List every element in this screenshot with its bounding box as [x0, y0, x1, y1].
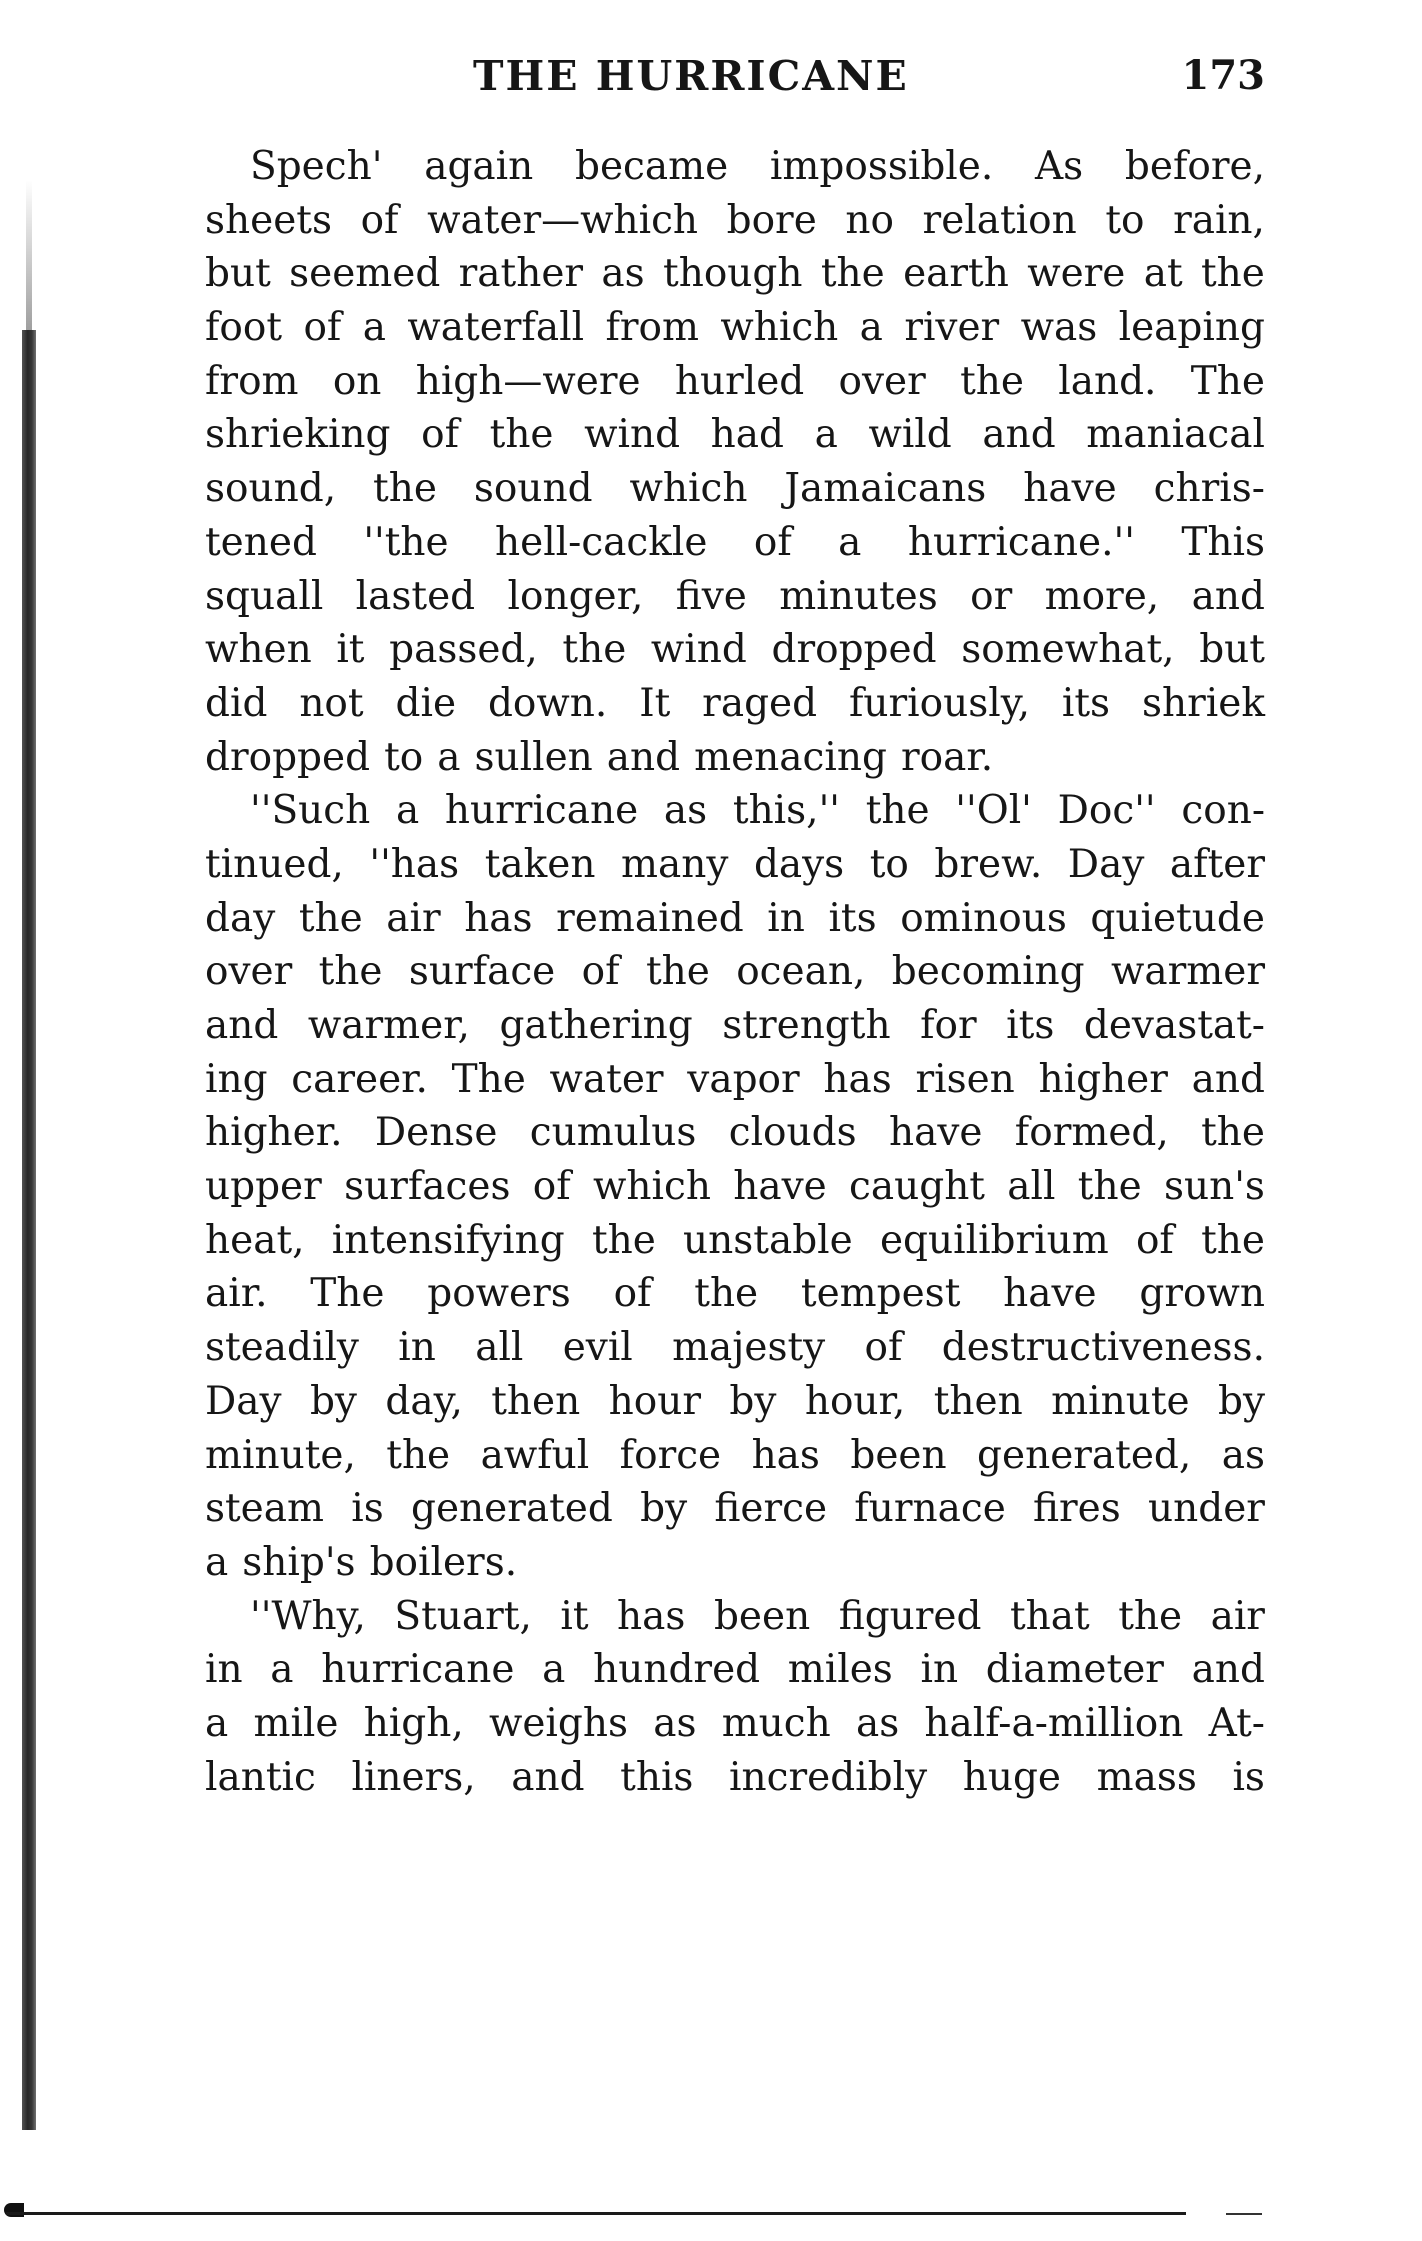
word: the	[820, 251, 885, 297]
word: from	[605, 305, 699, 351]
word: by	[729, 1378, 777, 1424]
word: the	[1118, 1593, 1183, 1639]
word: day,	[385, 1378, 463, 1424]
word: a	[437, 734, 461, 780]
word: of	[581, 949, 620, 995]
word: figured	[838, 1593, 982, 1639]
word: formed,	[1014, 1110, 1169, 1156]
word: a	[270, 1647, 294, 1693]
word: air	[1210, 1593, 1265, 1639]
word: ''Such	[250, 788, 371, 834]
word: the	[591, 1217, 656, 1263]
word: wind	[584, 412, 681, 458]
word: to	[1105, 197, 1145, 243]
word: shrieking	[205, 412, 391, 458]
word: at	[1143, 251, 1183, 297]
word: impossible.	[769, 144, 994, 189]
word: for	[920, 1003, 977, 1048]
text-line	[205, 784, 1265, 838]
word: river	[904, 305, 1000, 351]
text-line	[205, 1697, 1265, 1751]
word: furnace	[854, 1486, 1006, 1532]
word: which	[720, 305, 839, 351]
word: fires	[1033, 1486, 1121, 1532]
word: a	[395, 788, 420, 834]
word: have	[733, 1164, 827, 1210]
word: minutes	[779, 573, 938, 619]
text-line	[205, 1482, 1265, 1536]
word: by	[640, 1486, 688, 1532]
word: all	[475, 1325, 524, 1371]
word: force	[619, 1432, 722, 1478]
word: a	[205, 1700, 229, 1746]
word: devastat-	[1083, 1003, 1265, 1048]
word: generated	[411, 1486, 613, 1532]
word: air.	[205, 1271, 268, 1317]
word: have	[1023, 466, 1117, 512]
word: mass	[1096, 1754, 1197, 1800]
word: sullen	[474, 734, 593, 780]
word: that	[1009, 1593, 1090, 1639]
word: heat,	[205, 1217, 305, 1263]
word: mile	[253, 1700, 339, 1746]
word: Jamaicans	[784, 466, 987, 512]
word: higher.	[205, 1110, 343, 1156]
word: dropped	[771, 627, 937, 673]
text-line	[205, 1429, 1265, 1483]
word: when	[205, 627, 312, 673]
word: furiously,	[848, 680, 1030, 726]
word: raged	[702, 680, 818, 726]
word: as	[663, 788, 708, 834]
text-line	[205, 516, 1265, 570]
word: wind	[650, 627, 747, 673]
word: ''the	[363, 519, 449, 565]
word: no	[845, 197, 894, 243]
word: to	[384, 734, 424, 780]
word: rain,	[1173, 197, 1265, 243]
word: sun's	[1163, 1164, 1265, 1210]
word: surfaces	[344, 1164, 511, 1210]
word: and	[606, 734, 681, 780]
word: as	[601, 251, 645, 297]
word: wild	[868, 412, 952, 458]
word: ominous	[900, 895, 1067, 941]
word: Dense	[374, 1110, 498, 1156]
word: sound,	[205, 466, 337, 512]
word: has	[823, 1056, 892, 1102]
word: powers	[427, 1271, 571, 1317]
word: half-a-million	[924, 1700, 1184, 1746]
word: risen	[915, 1056, 1015, 1102]
word: sound	[473, 466, 593, 512]
word: weighs	[488, 1700, 629, 1746]
word: been	[850, 1432, 947, 1478]
word: upper	[205, 1164, 322, 1210]
word: in	[920, 1647, 959, 1693]
running-title: THE HURRICANE	[473, 52, 909, 100]
word: awful	[480, 1432, 590, 1478]
word: majesty	[672, 1325, 826, 1371]
text-line	[205, 1375, 1265, 1429]
word: con-	[1181, 788, 1265, 834]
word: As	[1034, 144, 1084, 189]
word: day	[205, 895, 276, 941]
page-bottom-rule	[6, 2212, 1186, 2215]
word: bore	[726, 197, 817, 243]
word: ship's	[242, 1539, 356, 1585]
word: is	[1232, 1754, 1265, 1800]
text-line	[205, 1267, 1265, 1321]
word: but	[1199, 627, 1265, 673]
text-line	[205, 1536, 1265, 1590]
word: chris-	[1153, 466, 1265, 512]
word: hurricane.''	[907, 519, 1135, 565]
word: shriek	[1141, 680, 1265, 726]
binding-gutter-shadow-top	[26, 180, 32, 330]
word: waterfall	[407, 305, 585, 351]
text-line	[205, 1643, 1265, 1697]
text-line	[205, 1106, 1265, 1160]
text-line	[205, 945, 1265, 999]
word: higher	[1038, 1056, 1168, 1102]
word: the	[1201, 1217, 1265, 1263]
word: again	[424, 144, 534, 189]
word: tinued,	[205, 841, 344, 887]
word: water	[549, 1056, 664, 1102]
word: by	[309, 1378, 357, 1424]
text-line	[205, 892, 1265, 946]
text-line	[205, 301, 1265, 355]
word: of	[864, 1325, 903, 1371]
word: foot	[205, 305, 283, 351]
word: the	[694, 1271, 759, 1317]
word: in	[205, 1647, 243, 1693]
text-line	[205, 677, 1265, 731]
word: die	[395, 680, 457, 726]
word: sheets	[205, 197, 332, 243]
word: land.	[1058, 358, 1157, 404]
word: diameter	[985, 1647, 1164, 1693]
word: down.	[487, 680, 608, 726]
word: Spech'	[250, 144, 383, 189]
word: huge	[962, 1754, 1061, 1800]
word: leaping	[1118, 305, 1265, 351]
word: generated,	[977, 1432, 1192, 1478]
word: The	[310, 1271, 385, 1317]
word: in	[767, 895, 805, 941]
word: air	[386, 895, 441, 941]
word: lasted	[355, 573, 476, 619]
word: ocean,	[736, 949, 866, 995]
word: clouds	[728, 1110, 857, 1156]
word: steam	[205, 1486, 324, 1532]
word: ing	[205, 1056, 268, 1102]
word: the	[386, 1432, 451, 1478]
word: it	[560, 1593, 589, 1639]
word: have	[888, 1110, 983, 1156]
word: over	[205, 949, 293, 995]
word: intensifying	[331, 1217, 565, 1263]
word: warmer	[1111, 949, 1265, 995]
text-line	[205, 570, 1265, 624]
word: squall	[205, 573, 324, 619]
word: is	[351, 1486, 384, 1532]
word: its	[828, 895, 877, 941]
word: the	[1077, 1164, 1142, 1210]
word: quietude	[1090, 895, 1265, 941]
word: brew.	[934, 841, 1043, 887]
word: a	[362, 305, 387, 351]
word: the	[318, 949, 383, 995]
word: did	[205, 680, 268, 726]
word: Day	[1067, 841, 1145, 887]
word: lantic	[205, 1754, 316, 1800]
word: It	[639, 680, 671, 726]
word: taken	[484, 841, 596, 887]
word: though	[663, 251, 803, 297]
word: evil	[562, 1325, 633, 1371]
word: tened	[205, 519, 317, 565]
word: which	[593, 1164, 711, 1210]
word: vapor	[687, 1056, 800, 1102]
word: as	[653, 1700, 697, 1746]
word: Day	[205, 1378, 282, 1424]
word: from	[205, 358, 299, 404]
word: was	[1020, 305, 1098, 351]
word: its	[1006, 1003, 1055, 1048]
word: of	[613, 1271, 652, 1317]
binding-gutter-shadow	[22, 330, 36, 2130]
word: the	[645, 949, 710, 995]
word: hundred	[593, 1647, 761, 1693]
word: longer,	[507, 573, 644, 619]
word: then	[933, 1378, 1023, 1424]
text-line	[205, 408, 1265, 462]
word: which	[629, 466, 748, 512]
word: hell-cackle	[495, 519, 708, 565]
word: earth	[903, 251, 1009, 297]
word: five	[675, 573, 747, 619]
word: miles	[787, 1647, 893, 1693]
word: the	[865, 788, 930, 834]
text-line	[205, 1321, 1265, 1375]
word: relation	[922, 197, 1077, 243]
text-line	[205, 194, 1265, 248]
word: became	[574, 144, 729, 189]
word: of	[532, 1164, 571, 1210]
word: gathering	[499, 1003, 693, 1048]
word: under	[1148, 1486, 1265, 1532]
word: At-	[1208, 1700, 1265, 1746]
word: tempest	[800, 1271, 961, 1317]
word: a	[205, 1539, 229, 1585]
word: unstable	[683, 1217, 853, 1263]
word: has	[617, 1593, 686, 1639]
word: hour	[608, 1378, 702, 1424]
word: not	[299, 680, 364, 726]
word: all	[1007, 1164, 1056, 1210]
word: passed,	[389, 627, 538, 673]
text-line	[205, 1053, 1265, 1107]
word: days	[753, 841, 845, 887]
word: but	[205, 251, 271, 297]
word: This	[1181, 519, 1265, 565]
word: has	[464, 895, 533, 941]
word: the	[1201, 251, 1265, 297]
word: minute	[1051, 1378, 1190, 1424]
word: fierce	[714, 1486, 828, 1532]
word: of	[303, 305, 342, 351]
word: a	[859, 305, 883, 351]
word: of	[360, 197, 399, 243]
word: caught	[849, 1164, 985, 1210]
word: dropped	[205, 734, 371, 780]
word: rather	[458, 251, 584, 297]
word: has	[751, 1432, 820, 1478]
word: hurricane	[444, 788, 639, 834]
word: roar.	[900, 734, 994, 780]
word: of	[753, 519, 792, 565]
word: ''Why,	[250, 1593, 366, 1639]
word: maniacal	[1086, 412, 1265, 458]
text-line	[205, 731, 1265, 785]
word: this,''	[732, 788, 841, 834]
word: warmer,	[307, 1003, 470, 1048]
word: of	[421, 412, 460, 458]
word: hour,	[804, 1378, 906, 1424]
word: to	[869, 841, 909, 887]
text-line	[205, 1160, 1265, 1214]
word: becoming	[891, 949, 1085, 995]
word: Stuart,	[394, 1593, 532, 1639]
word: a	[838, 519, 862, 565]
word: the	[960, 358, 1024, 404]
word: cumulus	[529, 1110, 697, 1156]
text-line	[205, 1590, 1265, 1644]
word: ''has	[369, 841, 460, 887]
word: hurled	[674, 358, 805, 404]
word: the	[298, 895, 363, 941]
word: liners,	[351, 1754, 476, 1800]
text-line	[205, 838, 1265, 892]
text-line	[205, 462, 1265, 516]
word: have	[1003, 1271, 1097, 1317]
word: water—which	[427, 197, 699, 243]
word: on	[332, 358, 382, 404]
word: steadily	[205, 1325, 359, 1371]
word: high—were	[415, 358, 641, 404]
word: The	[451, 1056, 526, 1102]
body-text	[205, 140, 1265, 1804]
word: somewhat,	[961, 627, 1175, 673]
word: the	[1201, 1110, 1265, 1156]
word: The	[1190, 358, 1265, 404]
word: grown	[1139, 1271, 1265, 1317]
word: as	[1221, 1432, 1265, 1478]
word: after	[1169, 841, 1265, 887]
word: many	[621, 841, 729, 887]
word: it	[336, 627, 365, 673]
word: and	[1191, 573, 1265, 619]
word: much	[721, 1700, 831, 1746]
word: then	[491, 1378, 581, 1424]
word: this	[620, 1754, 694, 1800]
word: and	[205, 1003, 279, 1048]
word: incredibly	[729, 1754, 928, 1800]
word: surface	[408, 949, 556, 995]
word: before,	[1124, 144, 1265, 189]
word: its	[1061, 680, 1111, 726]
word: strength	[722, 1003, 891, 1048]
word: had	[710, 412, 784, 458]
text-line	[205, 247, 1265, 301]
word: and	[1191, 1647, 1265, 1693]
word: in	[398, 1325, 436, 1371]
page-number: 173	[1181, 52, 1265, 99]
word: menacing	[694, 734, 887, 780]
text-line	[205, 140, 1265, 194]
word: and	[1191, 1056, 1265, 1102]
text-line	[205, 999, 1265, 1053]
word: the	[562, 627, 627, 673]
word: destructiveness.	[941, 1325, 1265, 1371]
word: high,	[363, 1700, 464, 1746]
text-line	[205, 355, 1265, 409]
word: and	[511, 1754, 585, 1800]
word: or	[970, 573, 1013, 619]
word: remained	[556, 895, 744, 941]
running-head	[205, 52, 1265, 112]
page-bottom-dash	[1226, 2213, 1262, 2215]
word: boilers.	[369, 1539, 518, 1585]
word: and	[982, 412, 1056, 458]
word: equilibrium	[879, 1217, 1109, 1263]
text-line	[205, 1214, 1265, 1268]
word: ''Ol'	[955, 788, 1032, 834]
text-line	[205, 623, 1265, 677]
word: a	[814, 412, 838, 458]
word: of	[1135, 1217, 1174, 1263]
word: been	[713, 1593, 811, 1639]
word: the	[489, 412, 554, 458]
word: the	[373, 466, 437, 512]
word: Doc''	[1057, 788, 1156, 834]
word: hurricane	[321, 1647, 515, 1693]
word: over	[838, 358, 926, 404]
text-line	[205, 1751, 1265, 1805]
word: seemed	[289, 251, 441, 297]
word: career.	[291, 1056, 428, 1102]
word: as	[855, 1700, 900, 1746]
word: more,	[1044, 573, 1160, 619]
word: by	[1217, 1378, 1265, 1424]
word: a	[542, 1647, 566, 1693]
word: were	[1027, 251, 1126, 297]
word: minute,	[205, 1432, 356, 1478]
